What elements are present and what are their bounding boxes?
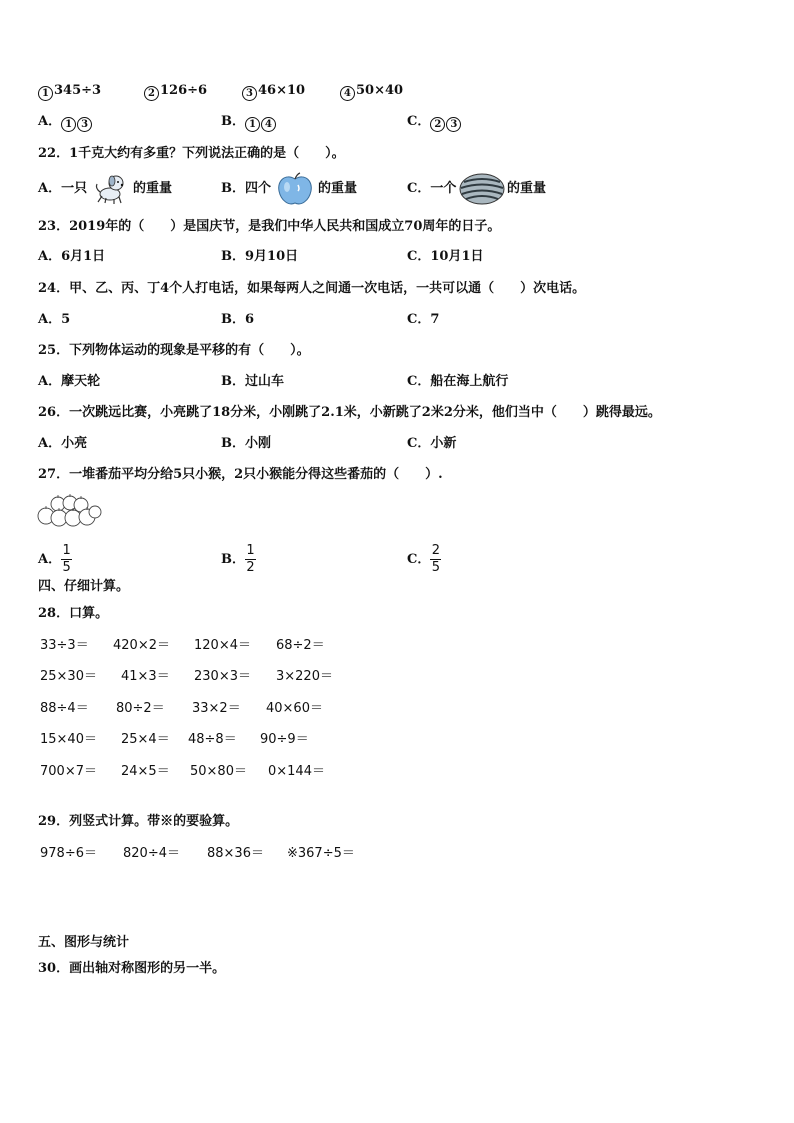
oral-calc-item: 3×220＝ <box>276 669 333 684</box>
q28-stem: 28．口算。 <box>38 606 109 621</box>
q23-option-c[interactable] <box>407 247 484 267</box>
option-text: 6 <box>245 312 255 327</box>
vertical-calc-item: 88×36＝ <box>207 846 264 861</box>
q21-item-text: 345÷3 <box>54 83 102 98</box>
option-text: 小亮 <box>61 436 88 451</box>
option-label: B． <box>221 312 245 327</box>
vertical-calc-item: ※367÷5＝ <box>287 846 355 861</box>
oral-calc-item: 700×7＝ <box>40 764 97 779</box>
option-text: 5 <box>61 312 71 327</box>
oral-calc-item: 33÷3＝ <box>40 638 89 653</box>
q26-option-c[interactable] <box>407 434 456 454</box>
oral-calc-item: 33×2＝ <box>192 701 241 716</box>
q24-option-c[interactable] <box>407 310 439 330</box>
option-label: B． <box>221 181 245 196</box>
option-label: A． <box>38 181 62 196</box>
option-label: C． <box>407 114 431 129</box>
q22-option-a-post: 的重量 <box>133 181 173 196</box>
q22-option-c-post: 的重量 <box>507 181 547 196</box>
fraction <box>61 544 72 575</box>
option-label: C． <box>407 181 431 196</box>
option-label: A． <box>38 249 62 264</box>
dog-icon <box>92 170 128 206</box>
option-pre-text: 一个 <box>430 181 457 196</box>
option-label: B． <box>221 374 245 389</box>
circled-number: 2 <box>144 86 159 101</box>
oral-calc-item: 48÷8＝ <box>188 732 237 747</box>
q27-option-b[interactable] <box>221 544 256 575</box>
q25-option-b[interactable] <box>221 372 284 392</box>
option-label: C． <box>407 249 431 264</box>
fraction-denominator: 5 <box>431 560 440 575</box>
option-label: B． <box>221 249 245 264</box>
q25-option-a[interactable] <box>38 372 100 392</box>
q27-stem: 27．一堆番茄平均分给5只小猴，2只小猴能分得这些番茄的（ ）. <box>38 467 443 482</box>
fraction <box>245 544 256 575</box>
fraction-denominator: 2 <box>246 560 255 575</box>
option-label: A． <box>38 436 62 451</box>
option-label: C． <box>407 436 431 451</box>
fraction-denominator: 5 <box>62 560 71 575</box>
oral-calc-item: 120×4＝ <box>194 638 251 653</box>
q21-item-text: 50×40 <box>356 83 404 98</box>
option-label: B． <box>221 552 245 567</box>
q26-option-a[interactable] <box>38 434 87 454</box>
circled-number: 1 <box>38 86 53 101</box>
oral-calc-item: 90÷9＝ <box>260 732 309 747</box>
option-pre-text: 一只 <box>61 181 88 196</box>
q22-option-c[interactable] <box>407 179 456 199</box>
q21-option-c[interactable] <box>407 112 462 132</box>
q27-option-c[interactable] <box>407 544 441 575</box>
fraction-numerator: 1 <box>62 543 71 558</box>
circled-number: 4 <box>340 86 355 101</box>
option-label: C． <box>407 374 431 389</box>
q21-item-text: 126÷6 <box>160 83 208 98</box>
option-text: 9月10日 <box>245 249 299 264</box>
q25-stem: 25．下列物体运动的现象是平移的有（ ）。 <box>38 343 310 358</box>
circled-number: 4 <box>261 117 276 132</box>
q21-item-2 <box>144 81 207 101</box>
option-text: 6月1日 <box>61 249 106 264</box>
q24-stem: 24．甲、乙、丙、丁4个人打电话，如果每两人之间通一次电话，一共可以通（ ）次电话。 <box>38 281 586 296</box>
circled-number: 2 <box>430 117 445 132</box>
option-pre-text: 四个 <box>245 181 272 196</box>
option-text: 小刚 <box>245 436 272 451</box>
q21-item-1 <box>38 81 101 101</box>
q22-option-b[interactable] <box>221 179 271 199</box>
q23-stem: 23．2019年的（ ）是国庆节，是我们中华人民共和国成立70周年的日子。 <box>38 219 501 234</box>
apple-icon <box>275 171 315 207</box>
option-label: C． <box>407 312 431 327</box>
q21-item-3 <box>242 81 305 101</box>
fraction-numerator: 2 <box>431 543 440 558</box>
option-label: A． <box>38 312 62 327</box>
option-label: B． <box>221 114 245 129</box>
q24-option-a[interactable] <box>38 310 70 330</box>
q23-option-a[interactable] <box>38 247 105 267</box>
vertical-calc-item: 820÷4＝ <box>123 846 180 861</box>
option-text: 7 <box>430 312 440 327</box>
vertical-calc-item: 978÷6＝ <box>40 846 97 861</box>
tomato-pile-icon <box>36 492 102 530</box>
q21-item-text: 46×10 <box>258 83 306 98</box>
oral-calc-item: 80÷2＝ <box>116 701 165 716</box>
q27-option-a[interactable] <box>38 544 72 575</box>
circled-number: 3 <box>77 117 92 132</box>
option-label: C． <box>407 552 431 567</box>
q23-option-b[interactable] <box>221 247 298 267</box>
option-label: A． <box>38 374 62 389</box>
circled-number: 1 <box>245 117 260 132</box>
circled-number: 3 <box>242 86 257 101</box>
q30-stem: 30．画出轴对称图形的另一半。 <box>38 961 226 976</box>
oral-calc-item: 25×4＝ <box>121 732 170 747</box>
circled-number: 1 <box>61 117 76 132</box>
oral-calc-item: 230×3＝ <box>194 669 251 684</box>
option-label: A． <box>38 552 62 567</box>
oral-calc-item: 41×3＝ <box>121 669 170 684</box>
q22-stem: 22．1千克大约有多重？下列说法正确的是（ ）。 <box>38 146 345 161</box>
q25-option-c[interactable] <box>407 372 508 392</box>
q29-stem: 29．列竖式计算。带※的要验算。 <box>38 814 239 829</box>
q21-item-4 <box>340 81 403 101</box>
fraction-numerator: 1 <box>246 543 255 558</box>
oral-calc-item: 420×2＝ <box>113 638 170 653</box>
watermelon-icon <box>458 172 506 206</box>
section-4-heading: 四、仔细计算。 <box>38 579 130 594</box>
q22-option-b-post: 的重量 <box>318 181 358 196</box>
option-text: 船在海上航行 <box>430 374 509 389</box>
fraction <box>430 544 441 575</box>
q26-stem: 26．一次跳远比赛，小亮跳了18分米，小刚跳了2.1米，小新跳了2米2分米，他们当中（ ）跳得最远。 <box>38 405 661 420</box>
q21-option-a[interactable] <box>38 112 93 132</box>
oral-calc-item: 88÷4＝ <box>40 701 89 716</box>
oral-calc-item: 40×60＝ <box>266 701 323 716</box>
section-5-heading: 五、图形与统计 <box>38 935 130 950</box>
q26-option-b[interactable] <box>221 434 271 454</box>
option-text: 摩天轮 <box>61 374 101 389</box>
oral-calc-item: 24×5＝ <box>121 764 170 779</box>
oral-calc-item: 50×80＝ <box>190 764 247 779</box>
q21-option-b[interactable] <box>221 112 277 132</box>
q24-option-b[interactable] <box>221 310 254 330</box>
oral-calc-item: 25×30＝ <box>40 669 97 684</box>
option-label: A． <box>38 114 62 129</box>
option-text: 10月1日 <box>430 249 484 264</box>
circled-number: 3 <box>446 117 461 132</box>
oral-calc-item: 15×40＝ <box>40 732 97 747</box>
oral-calc-item: 0×144＝ <box>268 764 325 779</box>
option-label: B． <box>221 436 245 451</box>
option-text: 过山车 <box>245 374 285 389</box>
q22-option-a[interactable] <box>38 179 87 199</box>
option-text: 小新 <box>430 436 457 451</box>
oral-calc-item: 68÷2＝ <box>276 638 325 653</box>
